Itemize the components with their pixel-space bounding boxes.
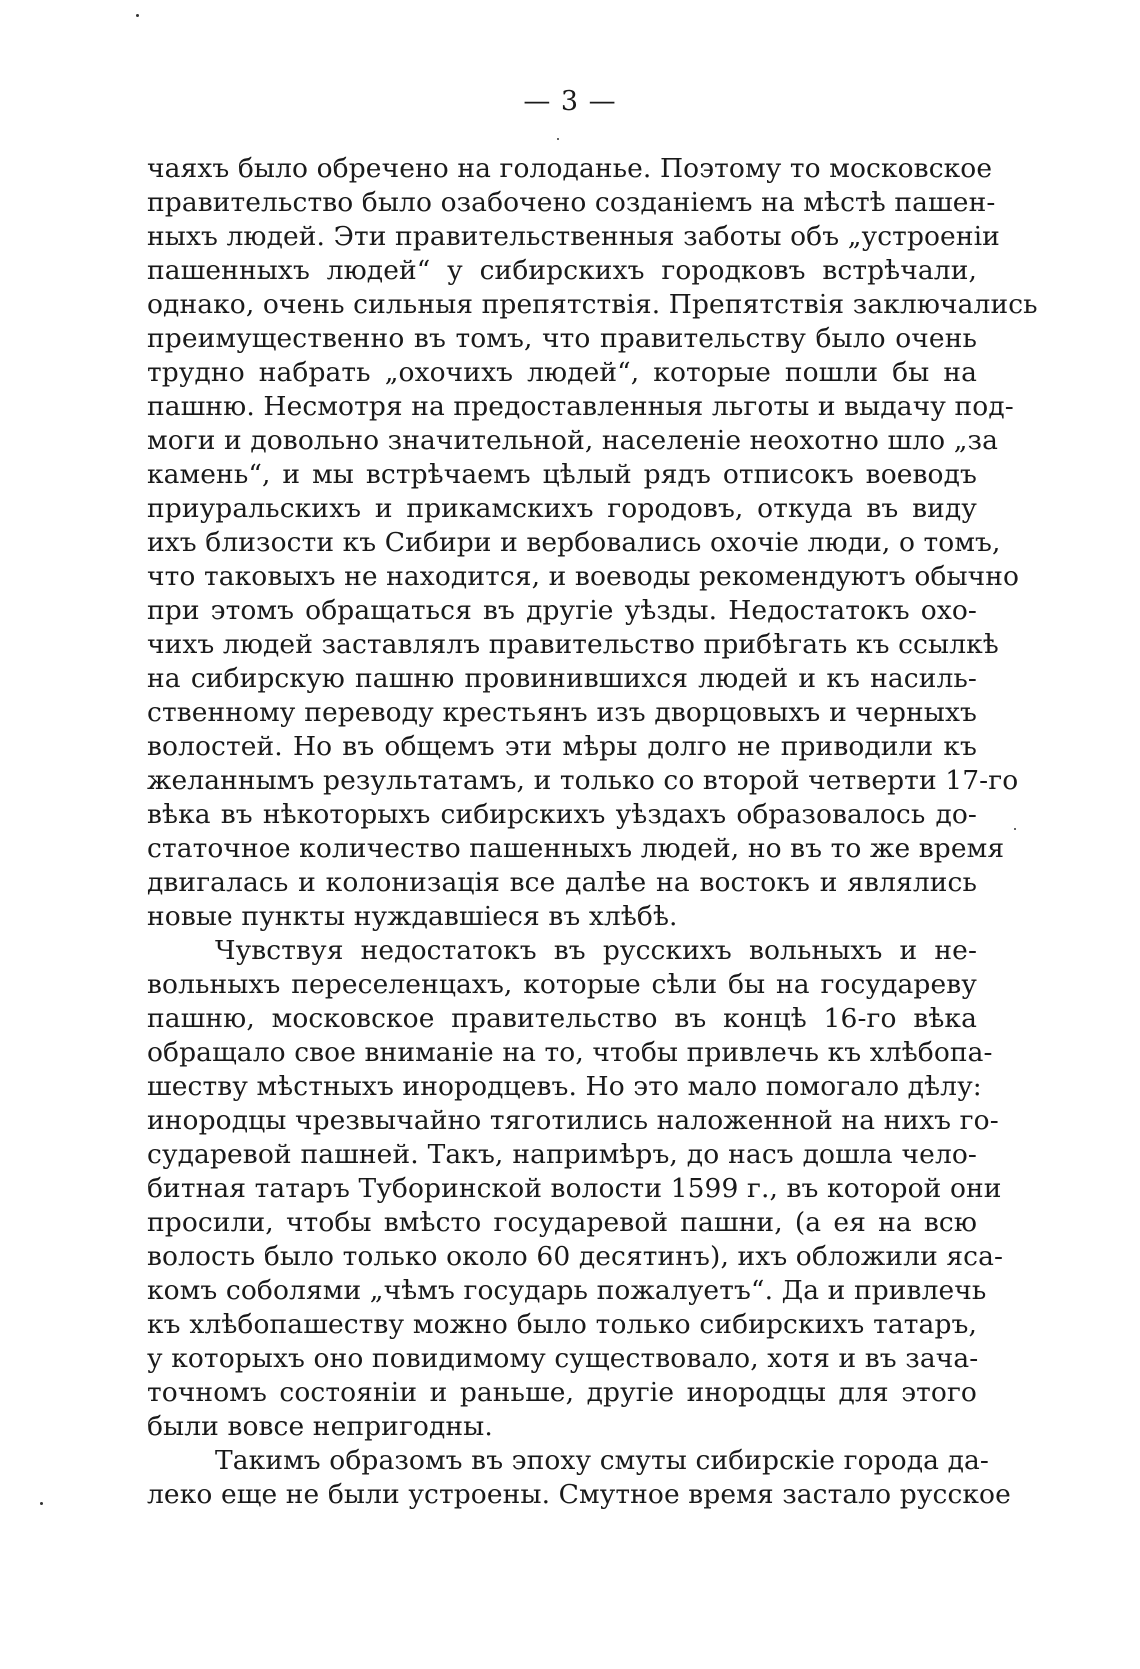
text-line: пашенныхъ людей“ у сибирскихъ городковъ встрѣчали,	[147, 255, 977, 286]
text-line: пашню. Несмотря на предоставленныя льготы и выдачу под-	[147, 391, 1014, 422]
text-line: обращало свое вниманіе на то, чтобы привлечь къ хлѣбопа-	[147, 1037, 993, 1068]
text-line: Такимъ образомъ въ эпоху смуты сибирскіе города да-	[215, 1445, 989, 1476]
text-line: шеству мѣстныхъ инородцевъ. Но это мало помогало дѣлу:	[147, 1071, 982, 1102]
text-line: битная татаръ Туборинской волости 1599 г., въ которой они	[147, 1173, 1002, 1204]
text-line: леко еще не были устроены. Смутное время застало русское	[147, 1479, 1011, 1510]
paper-speck	[557, 138, 559, 140]
text-line: вѣка въ нѣкоторыхъ сибирскихъ уѣздахъ образовалось до-	[147, 799, 977, 830]
text-line: однако, очень сильныя препятствія. Препятствія заключались	[147, 289, 1038, 320]
paper-speck	[40, 1502, 43, 1505]
body-text	[147, 152, 1038, 1512]
text-line: желаннымъ результатамъ, и только со второй четверти 17-го	[147, 765, 1019, 796]
text-line: на сибирскую пашню провинившихся людей и къ насиль-	[147, 663, 977, 694]
text-line: волость было только около 60 десятинъ), ихъ обложили яса-	[147, 1241, 1004, 1272]
text-line: ихъ близости къ Сибири и вербовались охочіе люди, о томъ,	[147, 527, 1001, 558]
text-line: ныхъ людей. Эти правительственныя заботы объ „устроеніи	[147, 221, 1000, 252]
text-line: двигалась и колонизація все далѣе на востокъ и являлись	[147, 867, 977, 898]
text-line: волостей. Но въ общемъ эти мѣры долго не приводили къ	[147, 731, 977, 762]
text-line: чаяхъ было обречено на голоданье. Поэтому то московское	[147, 153, 993, 184]
text-line: приуральскихъ и прикамскихъ городовъ, откуда въ виду	[147, 493, 977, 524]
text-line: моги и довольно значительной, населеніе неохотно шло „за	[147, 425, 998, 456]
page-number: — 3 —	[523, 86, 617, 117]
text-line: у которыхъ оно повидимому существовало, хотя и въ зача-	[147, 1343, 979, 1374]
text-line: пашню, московское правительство въ концѣ 16-го вѣка	[147, 1003, 977, 1034]
text-line: комъ соболями „чѣмъ государь пожалуетъ“. Да и привлечь	[147, 1275, 987, 1306]
text-line: преимущественно въ томъ, что правительству было очень	[147, 323, 977, 354]
text-line: трудно набрать „охочихъ людей“, которые пошли бы на	[147, 357, 977, 388]
text-line: при этомъ обращаться въ другіе уѣзды. Недостатокъ охо-	[147, 595, 977, 626]
text-line: были вовсе непригодны.	[147, 1411, 493, 1442]
text-line: инородцы чрезвычайно тяготились наложенной на нихъ го-	[147, 1105, 999, 1136]
text-line: ственному переводу крестьянъ изъ дворцовыхъ и черныхъ	[147, 697, 977, 728]
text-line: камень“, и мы встрѣчаемъ цѣлый рядъ отписокъ воеводъ	[147, 459, 977, 490]
text-line: статочное количество пашенныхъ людей, но въ то же время	[147, 833, 1005, 864]
text-line: правительство было озабочено созданіемъ на мѣстѣ пашен-	[147, 187, 996, 218]
text-line: сударевой пашней. Такъ, напримѣръ, до насъ дошла чело-	[147, 1139, 977, 1170]
text-line: точномъ состояніи и раньше, другіе инородцы для этого	[147, 1377, 977, 1408]
text-line: вольныхъ переселенцахъ, которые сѣли бы на государеву	[147, 969, 977, 1000]
text-line: что таковыхъ не находится, и воеводы рекомендуютъ обычно	[147, 561, 1020, 592]
paper-speck	[136, 14, 139, 17]
text-line: чихъ людей заставлялъ правительство прибѣгать къ ссылкѣ	[147, 629, 999, 660]
text-line: къ хлѣбопашеству можно было только сибирскихъ татаръ,	[147, 1309, 977, 1340]
text-line: просили, чтобы вмѣсто государевой пашни, (а ея на всю	[147, 1207, 977, 1238]
text-line: Чувствуя недостатокъ въ русскихъ вольныхъ и не-	[215, 935, 977, 966]
text-line: новые пункты нуждавшіеся въ хлѣбѣ.	[147, 901, 678, 932]
paper-speck	[1014, 828, 1016, 830]
